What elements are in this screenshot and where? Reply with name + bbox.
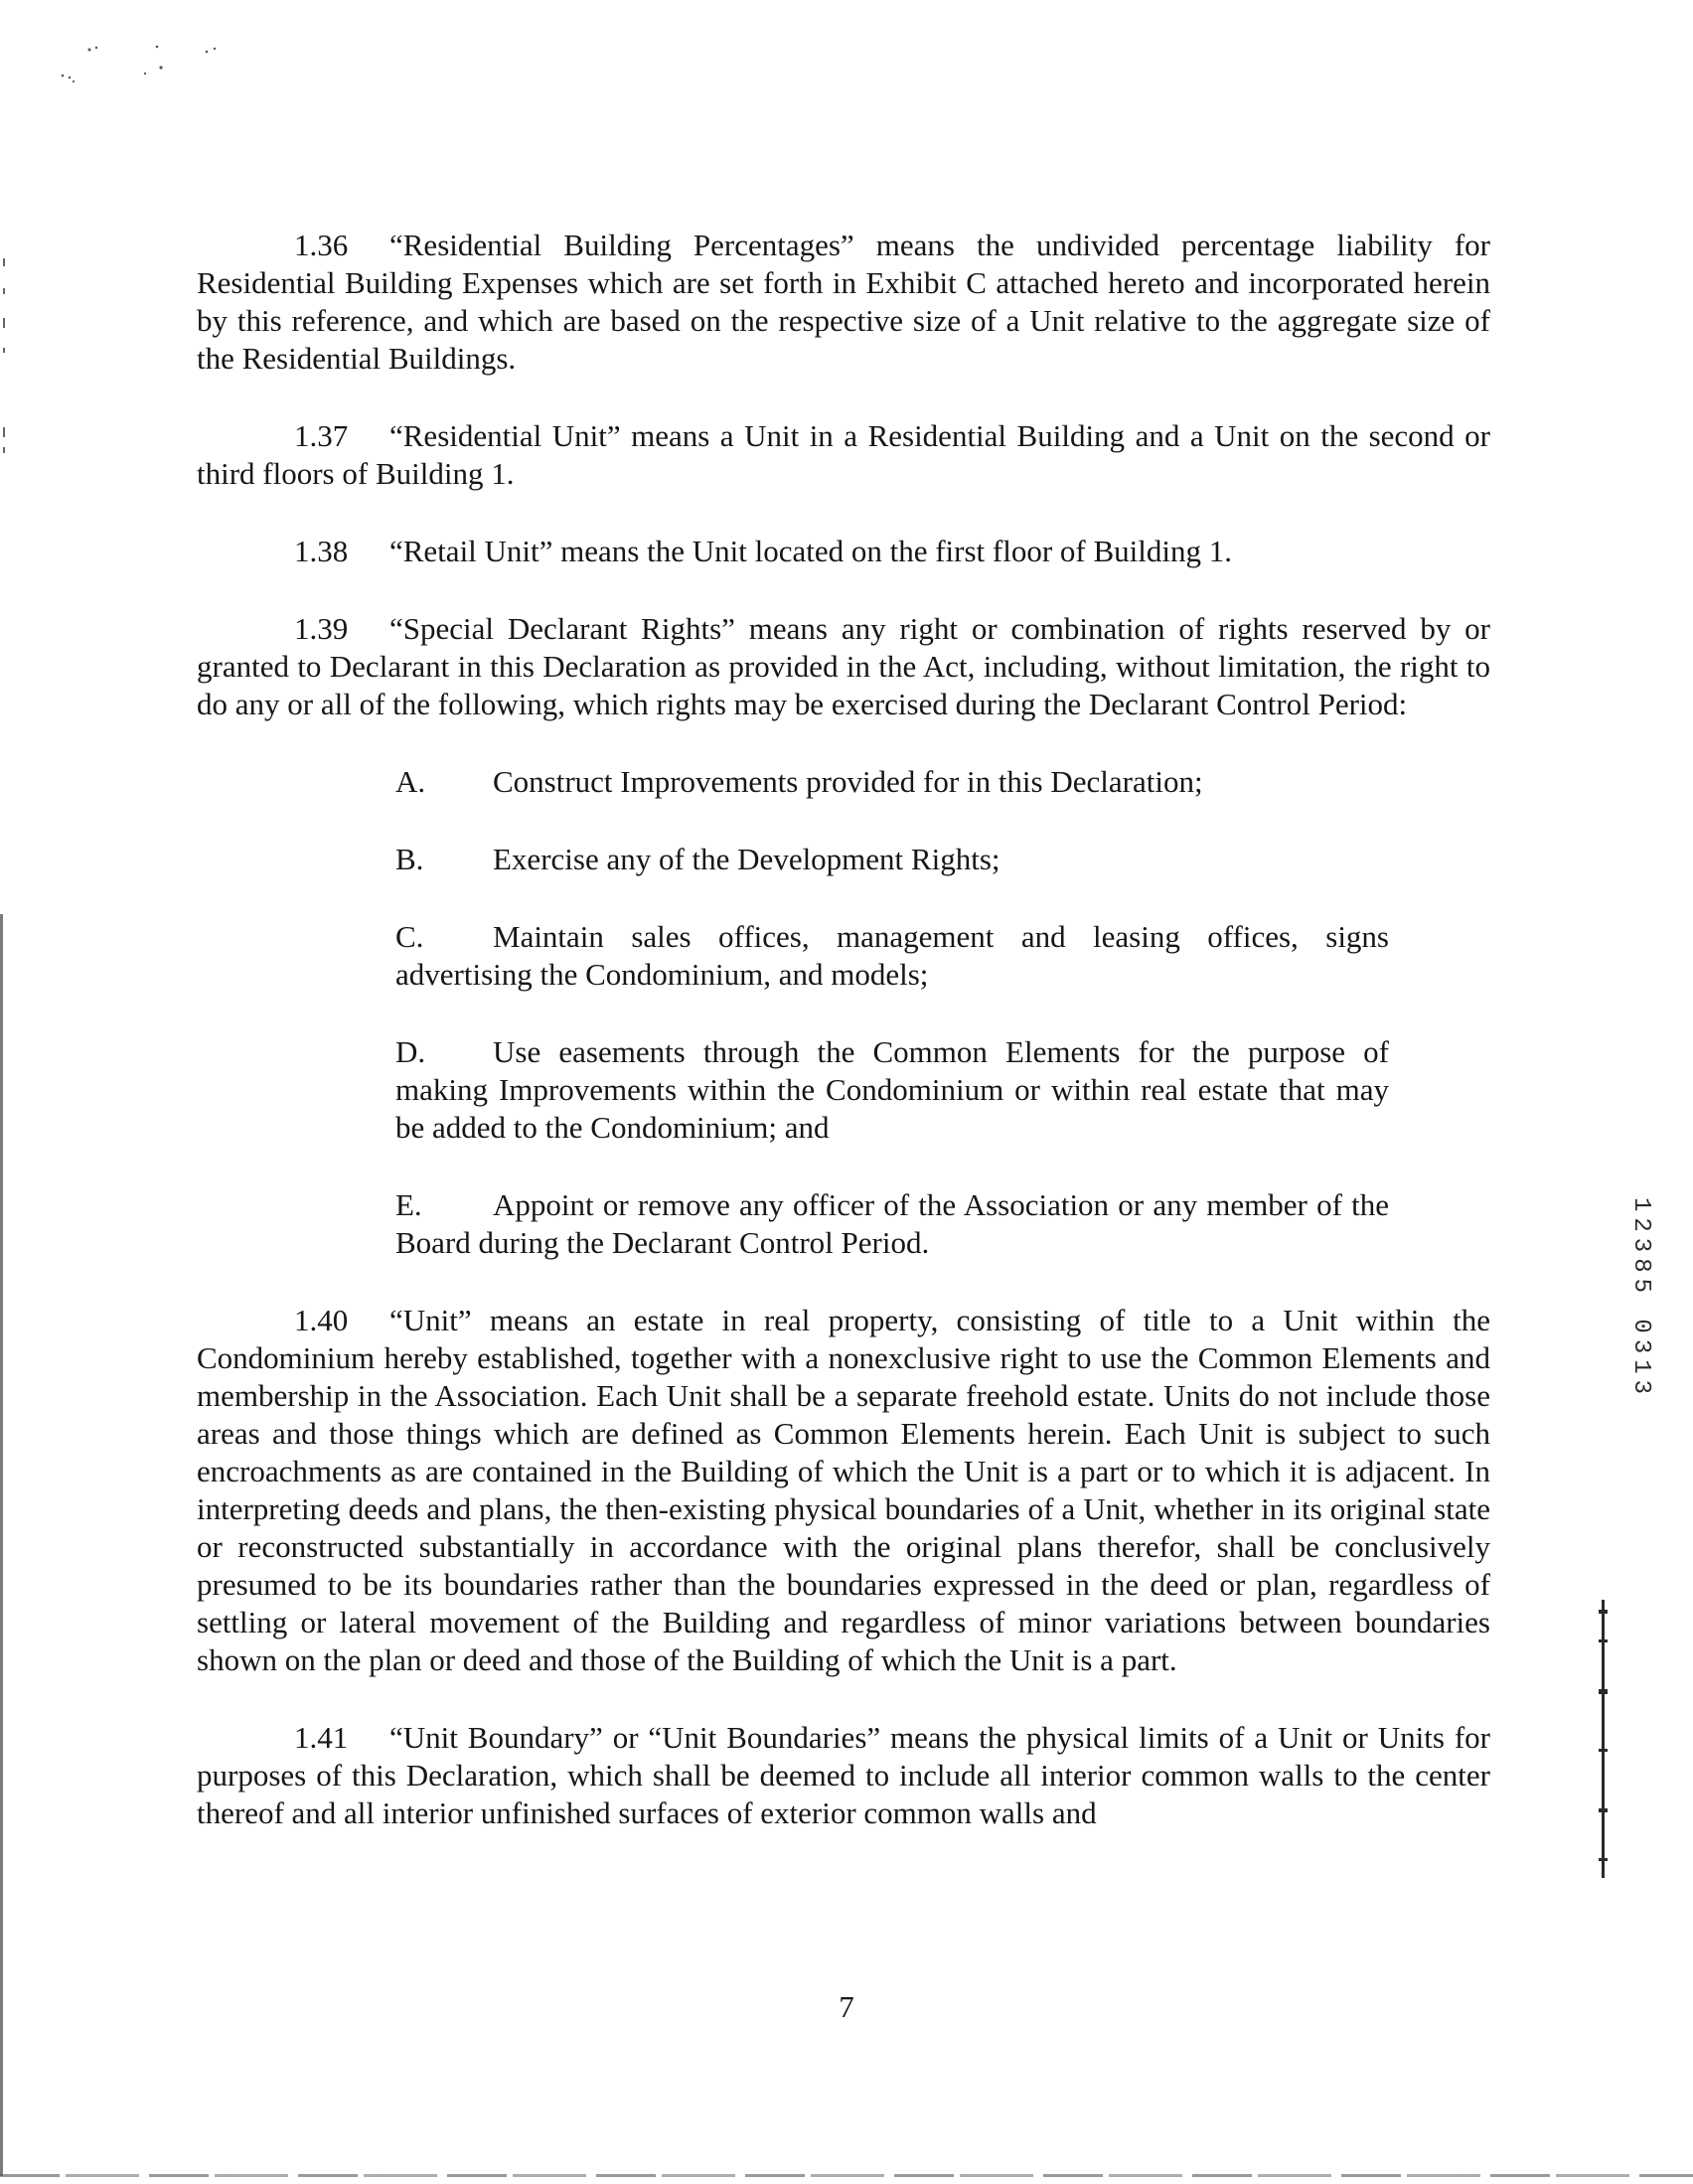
subitem-a	[395, 763, 1389, 801]
paragraph-number: 1.41	[294, 1720, 349, 1755]
paragraph-number: 1.36	[294, 228, 349, 262]
scan-edge-marks	[0, 219, 12, 477]
subitem-b	[395, 841, 1389, 878]
subitem-text: Maintain sales offices, management and leasing offices, signs advertising the Condominium, and models;	[395, 919, 1389, 992]
scan-left-edge	[0, 914, 3, 2176]
paragraph-text: “Retail Unit” means the Unit located on the first floor of Building 1.	[389, 534, 1233, 568]
scan-speck-marks	[50, 38, 238, 97]
paragraph-number: 1.38	[294, 534, 349, 568]
paragraph-number: 1.37	[294, 418, 349, 453]
paragraph-1-40	[197, 1302, 1490, 1679]
scan-barcode-mark	[1598, 1600, 1610, 1878]
subitem-letter: A.	[395, 764, 426, 799]
paragraph-text: “Residential Unit” means a Unit in a Residential Building and a Unit on the second or third floors of Building 1.	[197, 418, 1490, 491]
subitem-e	[395, 1186, 1389, 1262]
paragraph-1-36	[197, 227, 1490, 378]
subitem-text: Exercise any of the Development Rights;	[493, 842, 1000, 876]
paragraph-1-39	[197, 610, 1490, 723]
paragraph-1-38	[197, 533, 1490, 570]
subitem-d	[395, 1033, 1389, 1147]
subitem-text: Use easements through the Common Elements for the purpose of making Improvements within the Condominium or within real estate that may be added to the Condominium; and	[395, 1034, 1389, 1145]
paragraph-text: “Unit” means an estate in real property, consisting of title to a Unit within the Condominium hereby established, together with a nonexclusive right to use the Common Elements and membership in the Association. Each Unit shall be a separate freehold estate. Units do not include those areas and those things which are defined as Common Elements herein. Each Unit is subject to such encroachments as are contained in the Building of which the Unit is a part or to which it is adjacent. In interpreting deeds and plans, the then-existing physical boundaries of a Unit, whether in its original state or reconstructed substantially in accordance with the original plans therefor, shall be conclusively presumed to be its boundaries rather than the boundaries expressed in the deed or plan, regardless of settling or lateral movement of the Building and regardless of minor variations between boundaries shown on the plan or deed and those of the Building of which the Unit is a part.	[197, 1303, 1490, 1677]
subitem-letter: E.	[395, 1187, 422, 1222]
paragraph-1-37	[197, 417, 1490, 493]
paragraph-number: 1.39	[294, 611, 349, 646]
subitem-list	[197, 763, 1490, 1262]
scan-bottom-edge	[0, 2174, 1693, 2177]
subitem-text: Construct Improvements provided for in this Declaration;	[493, 764, 1203, 799]
document-body	[197, 227, 1490, 1832]
subitem-letter: C.	[395, 919, 424, 954]
subitem-letter: B.	[395, 842, 424, 876]
subitem-letter: D.	[395, 1034, 426, 1069]
paragraph-number: 1.40	[294, 1303, 349, 1337]
paragraph-text: “Unit Boundary” or “Unit Boundaries” means the physical limits of a Unit or Units for purposes of this Declaration, which shall be deemed to include all interior common walls to the center thereof and all interior unfinished surfaces of exterior common walls and	[197, 1720, 1490, 1830]
recording-stamp: 12385 0313	[1627, 1197, 1654, 1401]
paragraph-text: “Residential Building Percentages” means the undivided percentage liability for Residential Building Expenses which are set forth in Exhibit C attached hereto and incorporated herein by this reference, and which are based on the respective size of a Unit relative to the aggregate size of the Residential Buildings.	[197, 228, 1490, 376]
subitem-c	[395, 918, 1389, 994]
paragraph-1-41	[197, 1719, 1490, 1832]
page-number: 7	[839, 1989, 854, 2024]
paragraph-text: “Special Declarant Rights” means any right or combination of rights reserved by or granted to Declarant in this Declaration as provided in the Act, including, without limitation, the right to do any or all of the following, which rights may be exercised during the Declarant Control Period:	[197, 611, 1490, 721]
subitem-text: Appoint or remove any officer of the Association or any member of the Board during the Declarant Control Period.	[395, 1187, 1389, 1260]
